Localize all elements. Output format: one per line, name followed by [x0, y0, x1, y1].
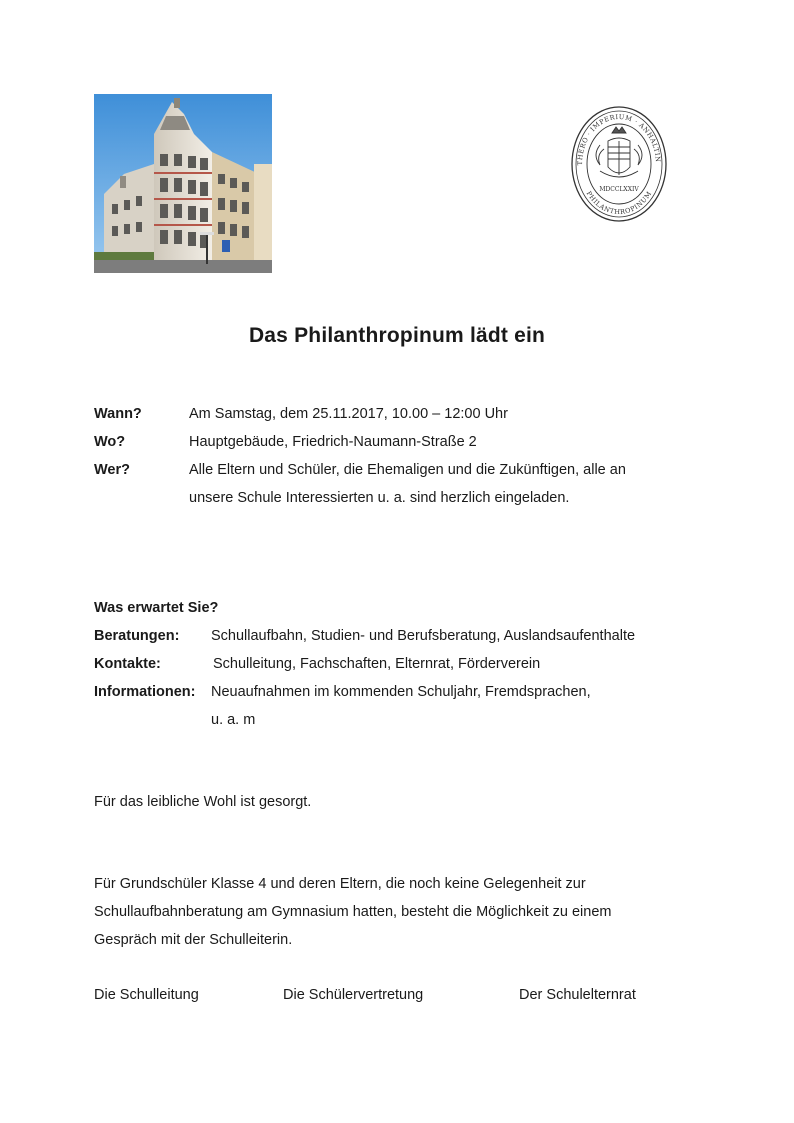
page-title: Das Philanthropinum lädt ein	[248, 324, 546, 347]
who-value-line1: Alle Eltern und Schüler, die Ehemaligen und die Zukünftigen, alle an	[189, 462, 626, 478]
informationen-label: Informationen:	[94, 684, 196, 700]
catering-text: Für das leibliche Wohl ist gesorgt.	[94, 794, 312, 810]
where-label: Wo?	[94, 434, 126, 450]
who-label: Wer?	[94, 462, 130, 478]
when-label: Wann?	[94, 406, 142, 422]
kontakte-label: Kontakte:	[94, 656, 161, 672]
informationen-value-line1: Neuaufnahmen im kommenden Schuljahr, Fremdsprachen,	[211, 684, 591, 700]
expect-heading: Was erwartet Sie?	[94, 600, 219, 616]
seal-year: MDCCLXXIV	[599, 186, 639, 193]
signature-schulelternrat: Der Schulelternrat	[519, 987, 636, 1003]
who-value-line2: unsere Schule Interessierten u. a. sind herzlich eingeladen.	[189, 490, 570, 506]
kontakte-value: Schulleitung, Fachschaften, Elternrat, Förderverein	[213, 656, 541, 672]
informationen-value-line2: u. a. m	[211, 712, 256, 728]
note-line2: Schullaufbahnberatung am Gymnasium hatten, besteht die Möglichkeit zu einem	[94, 904, 612, 920]
school-building-photo-icon	[94, 94, 272, 273]
beratungen-label: Beratungen:	[94, 628, 180, 644]
school-seal-icon	[570, 105, 668, 223]
note-line3: Gespräch mit der Schulleiterin.	[94, 932, 293, 948]
beratungen-value: Schullaufbahn, Studien- und Berufsberatung, Auslandsaufenthalte	[211, 628, 636, 644]
note-line1: Für Grundschüler Klasse 4 und deren Eltern, die noch keine Gelegenheit zur	[94, 876, 586, 892]
where-value: Hauptgebäude, Friedrich-Naumann-Straße 2	[189, 434, 477, 450]
when-value: Am Samstag, dem 25.11.2017, 10.00 – 12:00 Uhr	[189, 406, 508, 422]
signature-schulleitung: Die Schulleitung	[94, 987, 199, 1003]
seal-ring-bottom-text: PHILANTHROPINUM	[584, 189, 654, 217]
signature-schuelervertretung: Die Schülervertretung	[283, 987, 424, 1003]
seal-ring-top-text: THERO · IMPERIUM · ANHALTIN	[575, 112, 663, 166]
